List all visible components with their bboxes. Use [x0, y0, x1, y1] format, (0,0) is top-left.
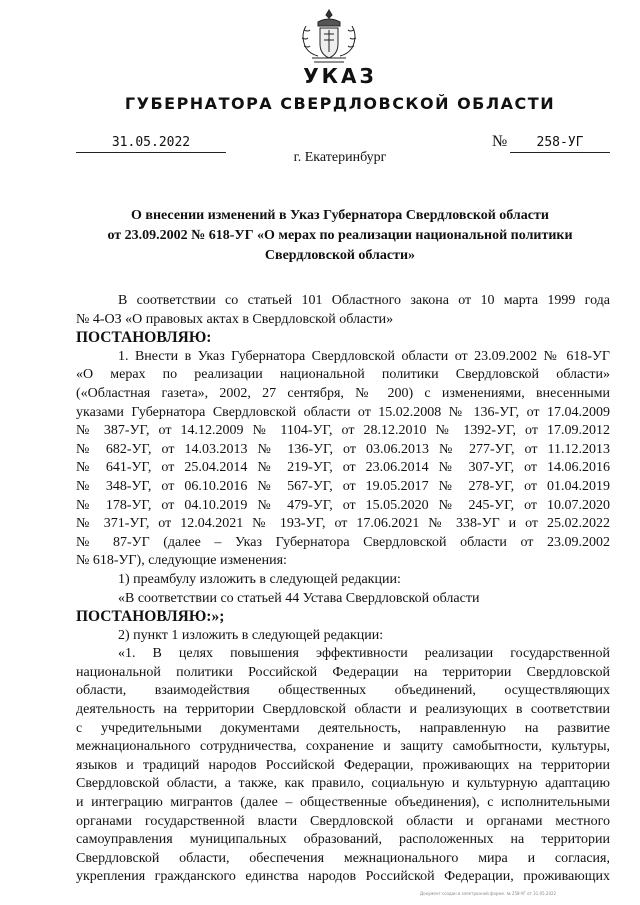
body-line: № 4-ОЗ «О правовых актах в Свердловской области»	[76, 311, 394, 327]
decree-number: 258-УГ	[510, 134, 610, 153]
heading-line: от 23.09.2002 № 618-УГ «О мерах по реализации национальной политики	[107, 228, 573, 243]
footer-note: Документ создан в электронной форме. № 258-УГ от 31.05.2022	[420, 891, 557, 896]
resolution-keyword: ПОСТАНОВЛЯЮ:	[76, 329, 212, 347]
body-line: Свердловской области, а также, как правило, социальную и культурную адаптацию	[76, 776, 610, 792]
body-line: с учредительными документами деятельность, направленную на развитие	[76, 720, 610, 736]
decree-title: УКАЗ	[303, 64, 377, 88]
heading-line: Свердловской области»	[264, 248, 416, 263]
body-line: В соответствии со статьей 101 Областного закона от 10 марта 1999 года	[118, 293, 610, 308]
body-line: Свердловской области, обеспечения межнационального мира и согласия,	[76, 850, 610, 866]
body-line: самоуправления муниципальных образований, расположенных на территории	[76, 832, 610, 848]
decree-date: 31.05.2022	[76, 134, 226, 153]
body-line: деятельность на территории Свердловской области и реализующих в соответствии	[76, 702, 610, 718]
body-line: «1. В целях повышения эффективности реализации государственной	[118, 646, 610, 662]
body-line: языков и традиций народов Российской Федерации, проживающих на территории	[76, 757, 610, 773]
number-label: №	[492, 133, 508, 150]
heading-line: О внесении изменений в Указ Губернатора Свердловской области	[131, 208, 549, 223]
body-line: межнационального сотрудничества, сохранение и защиту самобытности, культуры,	[76, 739, 610, 755]
body-line: и интеграцию мигрантов (далее – общественные объединения), с исполнительными	[76, 795, 610, 811]
body-line: области, взаимодействия общественных объединений, осуществляющих	[76, 683, 610, 699]
body-line: № 87-УГ (далее – Указ Губернатора Свердловской области от 23.09.2002	[76, 534, 610, 550]
body-line: 1. Внести в Указ Губернатора Свердловской области от 23.09.2002 № 618-УГ	[118, 348, 610, 364]
body-line: № 641-УГ, от 25.04.2014 № 219-УГ, от 23.06.2014 № 307-УГ, от 14.06.2016	[76, 460, 610, 476]
body-line: указами Губернатора Свердловской области от 15.02.2008 № 136-УГ, от 17.04.2009	[76, 404, 610, 420]
body-line: № 618-УГ), следующие изменения:	[76, 553, 287, 569]
city-name: г. Екатеринбург	[293, 150, 387, 165]
body-line: 1) преамбулу изложить в следующей редакции:	[118, 571, 401, 587]
body-line: 2) пункт 1 изложить в следующей редакции:	[118, 627, 384, 643]
body-line: «О мерах по реализации национальной политики Свердловской области»	[76, 367, 610, 383]
body-line: № 682-УГ, от 14.03.2013 № 136-УГ, от 03.06.2013 № 277-УГ, от 11.12.2013	[76, 441, 610, 457]
decree-body	[76, 292, 610, 887]
body-line: органами государственной власти Свердловской области и органами местного	[76, 813, 610, 829]
issuer-title: ГУБЕРНАТОРА СВЕРДЛОВСКОЙ ОБЛАСТИ	[124, 94, 556, 113]
body-line: национальной политики Российской Федерации на территории Свердловской	[76, 664, 610, 680]
coat-of-arms-emblem	[296, 8, 362, 66]
body-line: № 387-УГ, от 14.12.2009 № 1104-УГ, от 28.12.2010 № 1392-УГ, от 17.09.2012	[76, 423, 610, 439]
body-line: № 348-УГ, от 06.10.2016 № 567-УГ, от 19.05.2017 № 278-УГ, от 01.04.2019	[76, 478, 610, 494]
body-line: «В соответствии со статьей 44 Устава Свердловской области	[118, 590, 480, 606]
resolution-keyword: ПОСТАНОВЛЯЮ:»;	[76, 608, 225, 626]
decree-heading	[70, 206, 610, 266]
body-line: укрепления гражданского единства народов Российской Федерации, проживающих	[76, 869, 610, 885]
body-line: № 178-УГ, от 04.10.2019 № 479-УГ, от 15.05.2020 № 245-УГ, от 10.07.2020	[76, 497, 610, 513]
body-line: № 371-УГ, от 12.04.2021 № 193-УГ, от 17.06.2021 № 338-УГ и от 25.02.2022	[76, 516, 610, 532]
body-line: («Областная газета», 2002, 27 сентября, № 200) с изменениями, внесенными	[76, 385, 610, 401]
